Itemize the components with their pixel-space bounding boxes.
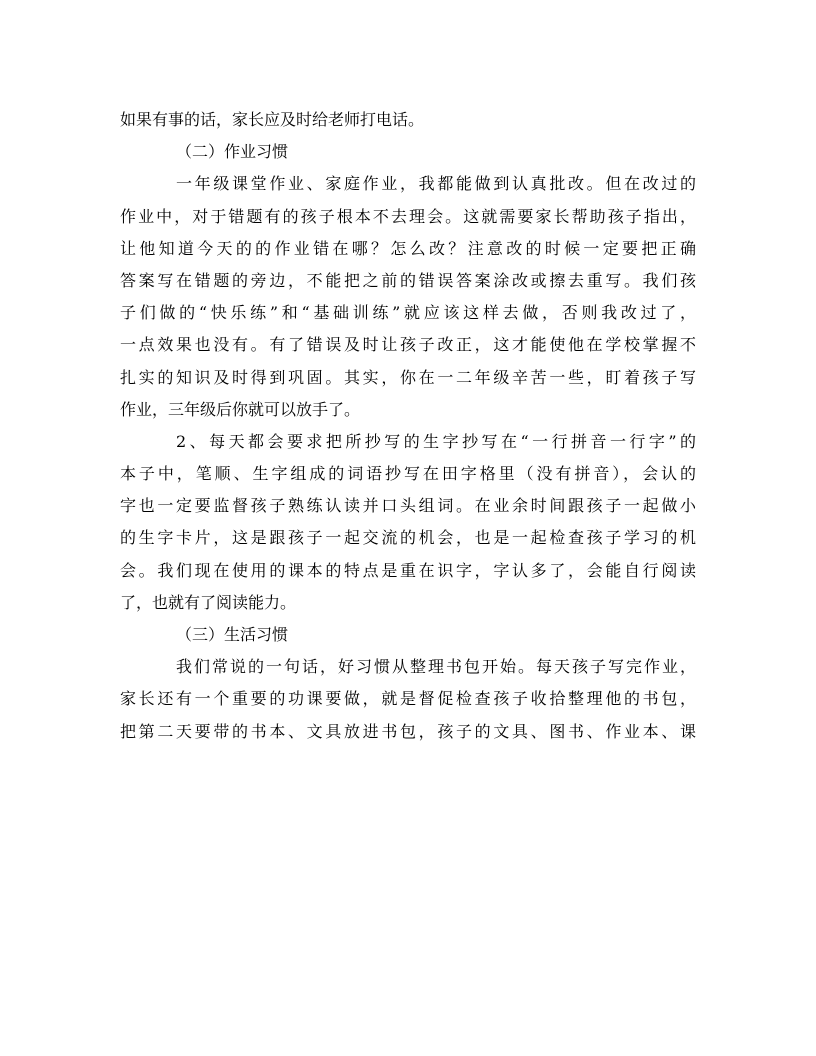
- paragraph-line: 如果有事的话，家长应及时给老师打电话。: [120, 110, 425, 129]
- paragraph-line: 一年级课堂作业、家庭作业，我都能做到认真批改。但在改过的: [176, 174, 696, 194]
- paragraph-line: 家长还有一个重要的功课要做，就是督促检查孩子收拾整理他的书包，: [120, 689, 696, 709]
- section-heading-daily-habits: （三）生活习惯: [176, 625, 289, 644]
- paragraph-line: 会。我们现在使用的课本的特点是重在识字，字认多了，会能自行阅读: [120, 560, 696, 580]
- paragraph-line: 把第二天要带的书本、文具放进书包，孩子的文具、图书、作业本、课: [120, 721, 696, 741]
- paragraph-line: 作业中，对于错题有的孩子根本不去理会。这就需要家长帮助孩子指出，: [120, 206, 696, 226]
- paragraph-line: 2、每天都会要求把所抄写的生字抄写在“一行拼音一行字”的: [176, 431, 696, 451]
- document-body: [120, 104, 696, 748]
- section-heading-homework: （二）作业习惯: [176, 142, 289, 162]
- paragraph-line: 我们常说的一句话，好习惯从整理书包开始。每天孩子写完作业，: [176, 657, 696, 677]
- paragraph-line: 了，也就有了阅读能力。: [120, 592, 297, 612]
- paragraph-line: 扎实的知识及时得到巩固。其实，你在一二年级辛苦一些，盯着孩子写: [120, 367, 696, 387]
- paragraph-line: 一点效果也没有。有了错误及时让孩子改正，这才能使他在学校掌握不: [120, 335, 696, 355]
- paragraph-line: 作业，三年级后你就可以放手了。: [120, 399, 361, 419]
- paragraph-line: 答案写在错题的旁边，不能把之前的错误答案涂改或擦去重写。我们孩: [120, 270, 696, 290]
- paragraph-line: 字也一定要监督孩子熟练认读并口头组词。在业余时间跟孩子一起做小: [120, 496, 696, 516]
- paragraph-line: 的生字卡片，这是跟孩子一起交流的机会，也是一起检查孩子学习的机: [120, 528, 696, 548]
- paragraph-line: 让他知道今天的的作业错在哪？怎么改？注意改的时候一定要把正确: [120, 238, 696, 258]
- paragraph-line: 本子中，笔顺、生字组成的词语抄写在田字格里（没有拼音），会认的: [120, 464, 696, 484]
- paragraph-line: 子们做的“快乐练”和“基础训练”就应该这样去做，否则我改过了，: [120, 303, 696, 323]
